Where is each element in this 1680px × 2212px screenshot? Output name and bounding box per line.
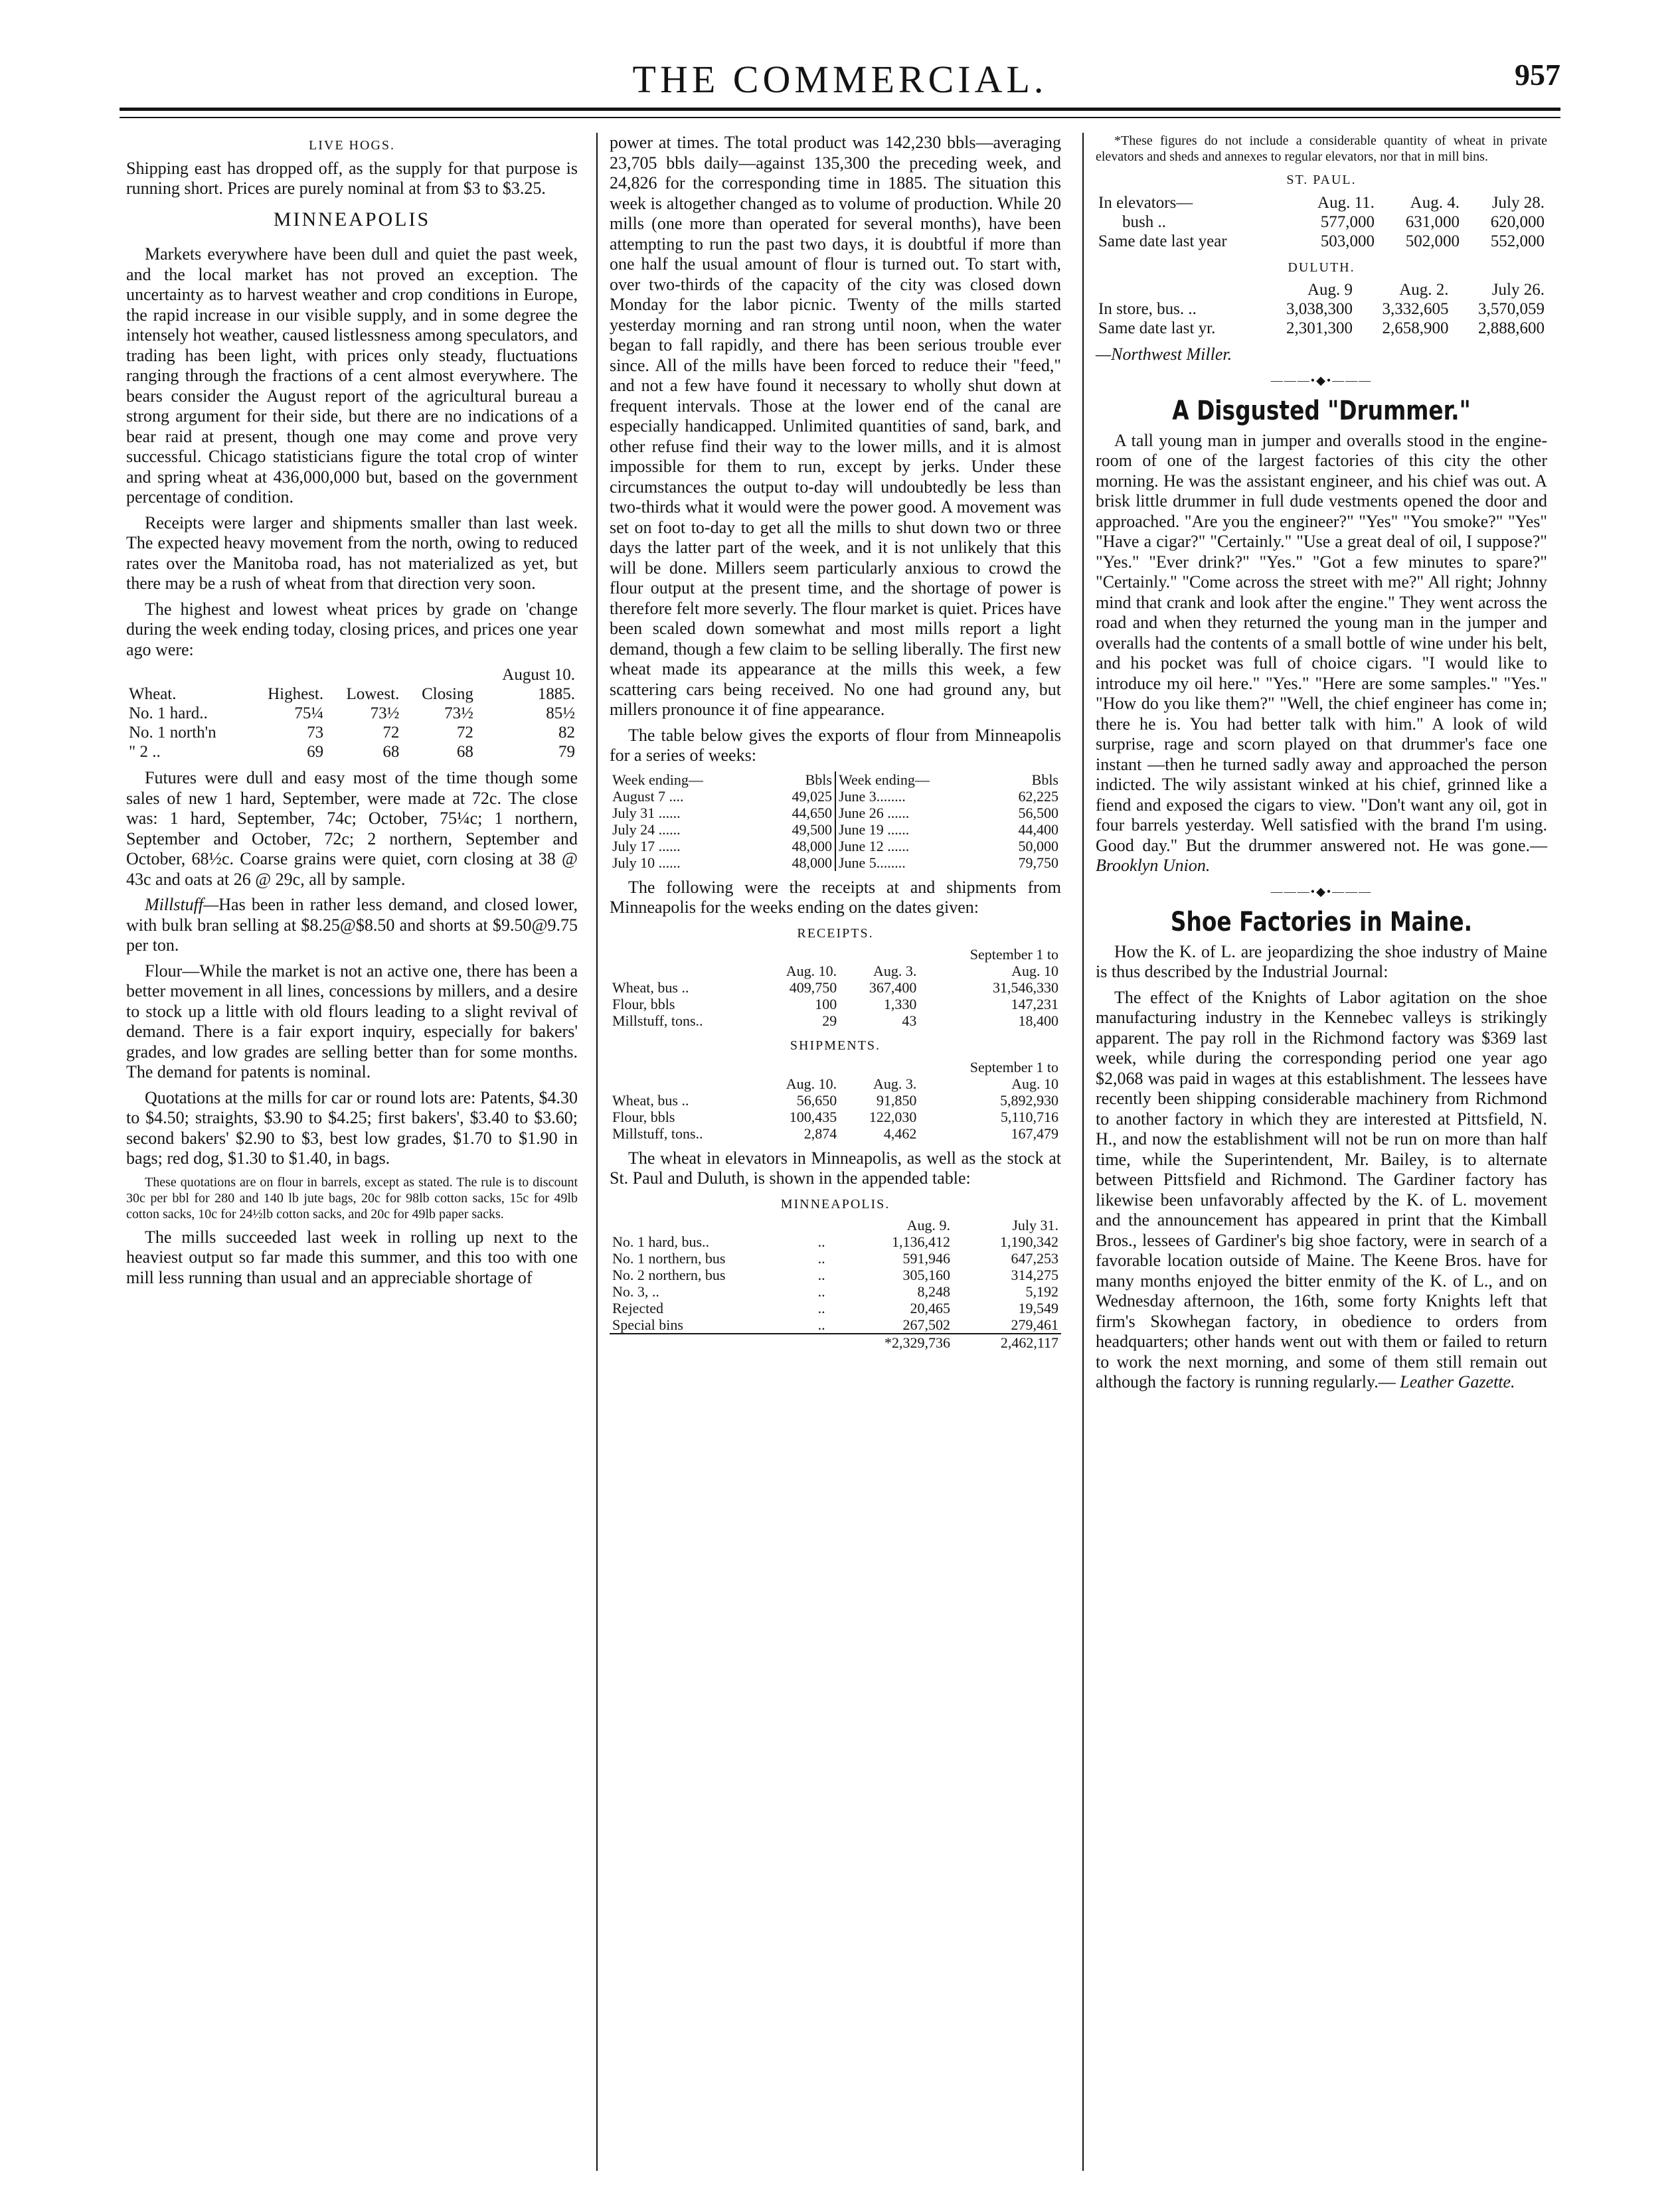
paragraph-text: While the market is not an active one, there has been a better movement in all lines, concessions by millers, and a desire to stock up a little with old flours leading to a slight revival of demand. There is a fair export inquiry, especially for bakers' grades, and low grades are selling better than for some months. The demand for patents is nominal. [126, 961, 578, 1081]
cell: 3,332,605 [1382, 300, 1449, 318]
cell: 620,000 [1490, 212, 1545, 231]
footnote: These quotations are on flour in barrels, except as stated. The rule is to discount 30c per bbl for 280 and 140 lb jute bags, 20c for 98lb cotton sacks, 15c for 49lb cotton sacks, 10c for 24½lb cotton sacks, and 20c for 49lb paper sacks. [126, 1174, 578, 1222]
column-divider [596, 133, 598, 2171]
ornament-divider: ———•◆•——— [1270, 373, 1373, 387]
table-row [126, 742, 578, 761]
paragraph-text: A tall young man in jumper and overalls stood in the engine-room of one of the largest factories of this city the other morning. He was the assistant engineer, and his chief was out. A brisk little drummer in full dude vestments opened the door and approached. "Are you the engineer?" "Yes" "You smoke?" "Yes" "Have a cigar?" "Certainly." "Use a great deal of oil, I suppose?" "Yes." "Ever drink?" "Yes." "Got a few minutes to spare?" "Certainly." "Come across the street with me?" All right; Johnny mind that crank and look after the engine." They went across the road and when they returned the young man in the jumper and overalls had the contents of a small bottle of wine under his belt, and his pocket was full of choice cigars. "I would like to introduce my oil here." "Yes." "Here are some samples." "Yes." "How do you like them?" "Well, the chief engineer has come in; there he is. You had better talk with him." A look of wild surprise, rage and scorn played on that drummer's face one instant —then he turned sadly away and approached the person indicted. The wily assistant winked at his chief, grinned like a fiend and exposed the cigars to view. "Don't want any oil, got in four barrels yesterday. Well satisfied with the brand I'm using. Good day." But the drummer answered not. He was gone.— [1096, 430, 1547, 855]
cell: Wheat, bus .. [612, 979, 689, 996]
cell: Same date last yr. [1098, 319, 1216, 337]
cell: Flour, bbls [612, 996, 675, 1012]
cell: 73 [307, 724, 324, 742]
header-rule [120, 108, 1560, 111]
cell: 73½ [444, 704, 473, 722]
table-row [610, 1283, 1061, 1300]
cell: No. 1 north'n [129, 724, 216, 742]
cell: 68 [456, 743, 473, 761]
cell: 20,465 [910, 1300, 950, 1316]
cell: 72 [382, 724, 400, 742]
duluth-heading: DULUTH. [1288, 260, 1355, 275]
cell: 49,025 [762, 788, 835, 805]
cell: 50,000 [1018, 837, 1058, 854]
cell: .. [817, 1233, 825, 1250]
cell: Rejected [612, 1300, 663, 1316]
column-header [610, 963, 755, 979]
table-row [1096, 232, 1547, 251]
cell: Special bins [612, 1316, 683, 1333]
source-name: —Northwest Miller. [1096, 345, 1232, 364]
duluth-table [1096, 280, 1547, 338]
cell: 18,400 [1018, 1012, 1058, 1029]
cell: 62,225 [1018, 787, 1058, 805]
cell: 43 [902, 1012, 917, 1029]
table-row [610, 1012, 1061, 1029]
column-header [1096, 280, 1260, 299]
column-header: Aug. 2. [1399, 281, 1449, 299]
cell: June 5........ [838, 854, 906, 871]
table-row [610, 805, 1061, 821]
cell: bush .. [1122, 212, 1166, 231]
table-row [126, 704, 578, 723]
paragraph-text: The effect of the Knights of Labor agitation on the shoe manufacturing industry in the Kennebec valleys is strikingly apparent. The pay roll in the Richmond factory was $369 last week, while during the corresponding period one year ago $2,068 was paid in wages at this establishment. The lessees have recently been shipping considerable machinery from Richmond to another factory in which they are interested at Pittsfield, N. H., and now the establishment will not be run on more than half time, while the Superintendent, Mr. Bailey, is to alternate between Pittsfield and Richmond. The Gardiner factory has likewise been unfavorably affected by the K. of L. movement and the announcement has appeared in print that the Kimball Bros., lessees of Gardiner's big shoe factory, were in search of a favorable location outside of Maine. The Keene Bros. have for many months enjoyed the bitter enmity of the K. of L., and on Wednesday afternoon, the 16th, some forty Knights left that firm's Skowhegan factory, in obedience to orders from headquarters; other hands went out with them or failed to return to work the next morning, and some of them still remain out although the factory is running regularly.— [1096, 987, 1547, 1391]
cell: Millstuff, tons.. [612, 1012, 703, 1029]
run-in-label: Flour— [145, 961, 200, 981]
table-row [610, 1109, 1061, 1125]
table-row [1096, 212, 1547, 232]
column-header: Aug. 11. [1317, 193, 1375, 212]
cell: Millstuff, tons.. [612, 1125, 703, 1142]
cell: 5,110,716 [1000, 1108, 1058, 1125]
cell: No. 1 northern, bus [612, 1250, 726, 1267]
cell: 82 [558, 724, 575, 742]
cell: 79 [558, 743, 575, 761]
table-row [1096, 319, 1547, 338]
cell: 69 [307, 743, 324, 761]
cell: 2,888,600 [1478, 319, 1545, 337]
cell: .. [817, 1267, 825, 1283]
table-row [610, 1233, 1061, 1250]
cell: 502,000 [1405, 232, 1460, 250]
table-row [610, 979, 1061, 996]
cell: 8,248 [917, 1283, 950, 1300]
column-header: Bbls [1031, 771, 1058, 788]
millstuff-paragraph [126, 895, 578, 956]
cell: Same date last year [1098, 232, 1227, 250]
cell: 409,750 [789, 979, 837, 996]
live-hogs-text: Shipping east has dropped off, as the supply for that purpose is running short. Prices are purely nominal at from $3 to $3.25. [126, 158, 578, 198]
cell: 56,500 [1018, 804, 1058, 821]
table-date: August 10. [502, 666, 575, 684]
column-header [610, 1217, 811, 1233]
cell: 3,570,059 [1478, 300, 1545, 318]
cell: June 26 ...... [838, 804, 910, 821]
receipts-heading: RECEIPTS. [797, 925, 874, 941]
column-header: Highest. [268, 685, 324, 703]
paragraph: Markets everywhere have been dull and quiet the past week, and the local market has not proved an exception. The uncertainty as to harvest weather and crop conditions in Europe, the rapid increase in our visible supply, and in some degree the intensely hot weather, caused listlessness among speculators, and trading has been light, with prices only steady, fluctuations ranging through the fractions of a cent almost everywhere. The bears consider the August report of the agricultural bureau a strong argument for their side, but there are no indications of a bear raid at present, though one may come and prove very successful. Chicago statisticians figure the total crop of winter and spring wheat at 436,000,000 but, based on the government percentage of condition. [126, 244, 578, 507]
table-subheader: September 1 to [969, 946, 1058, 963]
story-intro: How the K. of L. are jeopardizing the shoe industry of Maine is thus described by the Industrial Journal: [1096, 941, 1547, 981]
cell: 75¼ [294, 704, 324, 722]
cell: 631,000 [1405, 212, 1460, 231]
cell: .. [817, 1316, 825, 1333]
headline-drummer: A Disgusted "Drummer." [1172, 396, 1471, 426]
headline-shoe-factories: Shoe Factories in Maine. [1170, 907, 1473, 937]
column-header: Lowest. [346, 685, 400, 703]
column-header: July 26. [1491, 281, 1545, 299]
table-row [610, 838, 1061, 854]
cell: 167,479 [1011, 1125, 1058, 1142]
column-header [610, 1075, 755, 1092]
flour-paragraph [126, 961, 578, 1083]
run-in-label: Millstuff— [145, 895, 219, 914]
column-3 [1096, 133, 1547, 1398]
cell: 91,850 [876, 1091, 917, 1109]
cell: June 19 ...... [838, 821, 910, 838]
source-name: Leather Gazette. [1400, 1372, 1515, 1391]
cell: June 12 ...... [838, 837, 910, 854]
cell: 279,461 [1011, 1316, 1058, 1333]
column-header: Aug. 9. [906, 1217, 950, 1233]
cell: 1,330 [883, 996, 917, 1012]
cell: 100,435 [789, 1108, 837, 1125]
shipments-table [610, 1059, 1061, 1142]
column-header: Aug. 10 [1011, 1075, 1058, 1092]
cell: 29 [822, 1012, 837, 1029]
column-header: Aug. 4. [1410, 193, 1460, 212]
cell: 31,546,330 [993, 979, 1058, 996]
column-header: July 28. [1491, 193, 1545, 212]
column-header: Closing [422, 685, 473, 703]
table-row [610, 996, 1061, 1012]
cell: 577,000 [1320, 212, 1375, 231]
cell: No. 1 hard.. [129, 704, 208, 722]
cell: In store, bus. .. [1098, 300, 1197, 318]
receipts-table [610, 946, 1061, 1029]
table-row [610, 1125, 1061, 1142]
cell: Wheat, bus .. [612, 1091, 689, 1109]
source-name: Brooklyn Union. [1096, 856, 1211, 875]
header-rule-thin [120, 117, 1560, 118]
footnote: *These figures do not include a considerable quantity of wheat in private elevators and sheds and annexes to regular elevators, nor that in mill bins. [1096, 133, 1547, 164]
cell: 122,030 [869, 1108, 917, 1125]
cell: 73½ [370, 704, 400, 722]
live-hogs-heading: LIVE HOGS. [309, 138, 395, 153]
cell: *2,329,736 [832, 1334, 953, 1351]
elevators-table [610, 1217, 1061, 1351]
cell: 3,038,300 [1286, 300, 1353, 318]
table-row [610, 854, 1061, 871]
column-divider [1082, 133, 1084, 2171]
column-header: Aug. 10 [1011, 963, 1058, 979]
table-row [610, 1316, 1061, 1334]
page-number: 957 [1515, 58, 1560, 92]
cell: 49,500 [762, 821, 835, 838]
column-header: Bbls [762, 771, 835, 788]
cell: 591,946 [902, 1250, 950, 1267]
source-credit [1096, 345, 1547, 365]
cell: 100 [815, 996, 837, 1012]
cell: July 31 ...... [612, 804, 681, 821]
cell: 1,190,342 [1000, 1233, 1058, 1250]
column-header: Wheat. [129, 685, 177, 703]
cell: 5,192 [1025, 1283, 1058, 1300]
cell: 79,750 [1018, 854, 1058, 871]
paragraph: Futures were dull and easy most of the time though some sales of new 1 hard, September, were made at 72c. The close was: 1 hard, September, 74c; October, 75¼c; 1 northern, September and October, 72c; 2 northern, September and October, 68½c. Coarse grains were quiet, corn closing at 38 @ 43c and oats at 26 @ 29c, all by sample. [126, 768, 578, 889]
paragraph: The following were the receipts at and shipments from Minneapolis for the weeks ending on the dates given: [610, 877, 1061, 917]
table-row [610, 788, 1061, 805]
story-text [1096, 988, 1547, 1393]
paragraph: The mills succeeded last week in rolling up next to the heaviest output so far made this summer, and this too with one mill less running than usual and an appreciable shortage of [126, 1227, 578, 1287]
column-2 [610, 133, 1061, 1358]
paragraph: Quotations at the mills for car or round lots are: Patents, $4.30 to $4.50; straights, $3.90 to $4.25; first bakers', $3.40 to $3.60; second bakers' $2.90 to $3, best low grades, $1.70 to $1.90 in bags; red dog, $1.30 to $1.40, in bags. [126, 1087, 578, 1168]
total-row [610, 1334, 1061, 1351]
cell: 48,000 [762, 838, 835, 854]
paragraph-text: Has been in rather less demand, and closed lower, with bulk bran selling at $8.25@$8.50 and shorts at $9.50@9.75 per ton. [126, 895, 578, 955]
cell: July 24 ...... [612, 821, 681, 838]
cell: 2,658,900 [1382, 319, 1449, 337]
cell: July 10 ...... [612, 854, 681, 871]
shipments-heading: SHIPMENTS. [790, 1038, 881, 1053]
cell: 85½ [546, 704, 575, 722]
cell: 44,400 [1018, 821, 1058, 838]
ornament-divider: ———•◆•——— [1270, 884, 1373, 898]
st-paul-heading: ST. PAUL. [1286, 173, 1357, 187]
cell: 44,650 [762, 805, 835, 821]
cell: June 3........ [838, 787, 906, 805]
page-header [120, 53, 1560, 106]
cell: 314,275 [1011, 1267, 1058, 1283]
table-row [610, 1267, 1061, 1283]
wheat-prices-table [126, 665, 578, 761]
column-header [811, 1217, 832, 1233]
cell: 147,231 [1011, 996, 1058, 1012]
column-header: Aug. 3. [873, 963, 917, 979]
flour-exports-table [610, 771, 1061, 871]
column-header: Aug. 3. [873, 1075, 917, 1092]
column-header: Week ending— [838, 771, 930, 788]
cell: .. [817, 1250, 825, 1267]
cell: 267,502 [902, 1316, 950, 1333]
cell: " 2 .. [129, 743, 161, 761]
cell: August 7 .... [612, 787, 684, 805]
cell: July 17 ...... [612, 837, 681, 854]
cell: 48,000 [762, 854, 835, 871]
cell: No. 3, .. [612, 1283, 659, 1300]
column-header: Week ending— [612, 771, 703, 788]
cell: 2,301,300 [1286, 319, 1353, 337]
cell: 367,400 [869, 979, 917, 996]
cell: 1,136,412 [891, 1233, 950, 1250]
cell: .. [817, 1300, 825, 1316]
table-row [610, 1250, 1061, 1267]
cell: 647,253 [1011, 1250, 1058, 1267]
table-row [610, 821, 1061, 838]
column-header: 1885. [537, 685, 575, 703]
cell: No. 1 hard, bus.. [612, 1233, 710, 1250]
minneapolis-heading: MINNEAPOLIS [273, 208, 431, 230]
column-header: Aug. 10. [786, 1075, 837, 1092]
masthead-title: THE COMMERCIAL. [632, 58, 1048, 101]
cell: 305,160 [902, 1267, 950, 1283]
cell: 56,650 [796, 1091, 837, 1109]
table-subheader: September 1 to [969, 1058, 1058, 1075]
table-row [126, 723, 578, 742]
column-header: Aug. 9 [1307, 281, 1353, 299]
paragraph: The wheat in elevators in Minneapolis, as well as the stock at St. Paul and Duluth, is shown in the appended table: [610, 1148, 1061, 1188]
cell: 503,000 [1320, 232, 1375, 250]
minneapolis-elevators-heading: MINNEAPOLIS. [780, 1196, 890, 1212]
cell: No. 2 northern, bus [612, 1267, 726, 1283]
table-row [1096, 299, 1547, 319]
cell: 2,874 [803, 1125, 837, 1142]
cell: 5,892,930 [1000, 1091, 1058, 1109]
cell: Flour, bbls [612, 1108, 675, 1125]
column-header: In elevators— [1098, 193, 1193, 212]
column-header: Aug. 10. [786, 963, 837, 979]
cell: 2,462,117 [953, 1334, 1061, 1351]
paragraph: power at times. The total product was 142,230 bbls—averaging 23,705 bbls daily—against 135,300 the preceding week, and 24,826 for the corresponding time in 1885. The situation this week is altogether changed as to volume of production. While 20 mills (one more than operated for several months), have been attempting to run the past two days, it is doubtful if more than one half the usual amount of flour is turned out. To start with, over two-thirds of the capacity of the city was closed down Monday for the labor picnic. Twenty of the mills started yesterday morning and ran strong until noon, when the water began to fall rapidly, and there has been serious trouble ever since. All of the mills have been forced to reduce their "feed," and not a few have found it necessary to wholly shut down at frequent intervals. Those at the lower end of the canal are especially handicapped. Unlimited quantities of sand, bark, and other refuse find their way to the lower mills, and it is almost impossible for them to run, except by jerks. Under these circumstances the output to-day will undoubtedly be less than two-thirds what it would were the power good. A movement was set on foot to-day to get all the mills to shut down two or three days the latter part of the week, and it is not unlikely that this will be done. Millers seem particularly anxious to crowd the flour output at the present time, and the shortage of power is therefore felt more severly. The flour market is quiet. Prices have been scaled down somewhat and most mills report a light demand, though a few claim to be selling liberally. The first new wheat made its appearance at the mills this week, a few scattering cars being received. No one had ground any, but millers pronounce it of fine appearance. [610, 133, 1061, 719]
table-row [610, 1300, 1061, 1316]
story-text [1096, 431, 1547, 876]
cell: 72 [456, 724, 473, 742]
cell: .. [817, 1283, 825, 1300]
table-row [610, 1092, 1061, 1109]
cell: 4,462 [883, 1125, 917, 1142]
st-paul-table [1096, 193, 1547, 251]
paragraph: Receipts were larger and shipments smaller than last week. The expected heavy movement from the north, owing to reduced rates over the Manitoba road, has not materialized as yet, but there may be a rush of wheat from that direction very soon. [126, 513, 578, 593]
cell: 552,000 [1490, 232, 1545, 250]
cell: 19,549 [1018, 1300, 1058, 1316]
cell: 68 [382, 743, 400, 761]
paragraph: The highest and lowest wheat prices by grade on 'change during the week ending today, closing prices, and prices one year ago were: [126, 599, 578, 659]
column-header: July 31. [1012, 1217, 1058, 1233]
column-1 [126, 133, 578, 1293]
paragraph: The table below gives the exports of flour from Minneapolis for a series of weeks: [610, 725, 1061, 765]
